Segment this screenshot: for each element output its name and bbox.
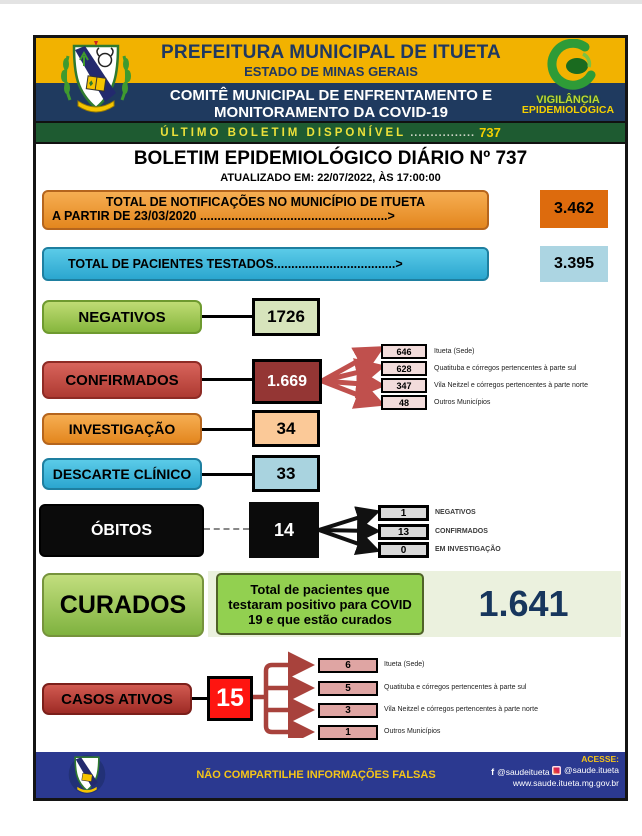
confirmados-breakdown-value: 628	[381, 361, 427, 376]
vigilancia-text1: VIGILÂNCIA	[536, 94, 600, 106]
confirmados-arrows-icon	[322, 338, 384, 410]
descarte-clinico-button: DESCARTE CLÍNICO	[42, 458, 202, 490]
instagram-handle: @saude.itueta	[564, 765, 619, 775]
last-bulletin-number: 737	[479, 125, 501, 140]
casos-ativos-breakdown-value: 3	[318, 703, 378, 718]
confirmados-breakdown-value: 646	[381, 344, 427, 359]
descarte-connector	[202, 473, 252, 476]
obitos-breakdown-value: 0	[378, 542, 429, 558]
negativos-button: NEGATIVOS	[42, 300, 202, 334]
confirmados-breakdown-value: 48	[381, 395, 427, 410]
notifications-line2: A PARTIR DE 23/03/2020 ......................................................>	[52, 209, 395, 223]
committee-line2: MONITORAMENTO DA COVID-19	[214, 104, 448, 121]
negativos-connector	[202, 315, 252, 318]
descarte-value: 33	[252, 455, 320, 492]
tested-value: 3.395	[540, 246, 608, 282]
obitos-breakdown-label: NEGATIVOS	[435, 509, 476, 516]
bulletin-frame	[33, 35, 628, 801]
notifications-bar	[42, 190, 489, 230]
casos-ativos-breakdown-label: Outros Municípios	[384, 728, 441, 735]
instagram-link[interactable]	[552, 765, 619, 776]
casos-ativos-connector	[192, 697, 207, 700]
casos-ativos-breakdown-label: Itueta (Sede)	[384, 661, 425, 668]
casos-ativos-breakdown-value: 5	[318, 681, 378, 696]
vigilancia-epidemiologica-logo	[514, 39, 622, 120]
confirmados-breakdown-value: 347	[381, 378, 427, 393]
confirmados-breakdown-label: Outros Municípios	[434, 399, 491, 406]
confirmados-value: 1.669	[252, 359, 322, 404]
instagram-icon	[552, 766, 561, 775]
obitos-breakdown-value: 13	[378, 524, 429, 540]
casos-ativos-button: CASOS ATIVOS	[42, 683, 192, 715]
casos-ativos-value: 15	[207, 676, 253, 721]
casos-ativos-breakdown-value: 1	[318, 725, 378, 740]
acesse-label: ACESSE:	[581, 754, 619, 764]
confirmados-breakdown-label: Quatituba e córregos pertencentes à parte sul	[434, 365, 577, 372]
confirmados-breakdown-label: Itueta (Sede)	[434, 348, 475, 355]
confirmados-button: CONFIRMADOS	[42, 361, 202, 399]
vigilancia-swirl-icon	[533, 39, 603, 95]
obitos-value: 14	[249, 502, 319, 558]
curados-value: 1.641	[478, 583, 569, 624]
website-link[interactable]: www.saude.itueta.mg.gov.br	[512, 778, 619, 788]
investigacao-button: INVESTIGAÇÃO	[42, 413, 202, 445]
negativos-value: 1726	[252, 298, 320, 336]
last-bulletin-dots: ................	[410, 126, 476, 139]
casos-ativos-bracket-icon	[252, 650, 318, 738]
investigacao-connector	[202, 428, 252, 431]
casos-ativos-breakdown-value: 6	[318, 658, 378, 673]
confirmados-breakdown-label: Vila Neitzel e córregos pertencentes à parte norte	[434, 382, 588, 389]
obitos-button: ÓBITOS	[39, 504, 204, 557]
municipal-crest-icon	[58, 40, 134, 118]
obitos-breakdown-value: 1	[378, 505, 429, 521]
estado-subtitle: ESTADO DE MINAS GERAIS	[244, 64, 418, 79]
casos-ativos-breakdown-label: Quatituba e córregos pertencentes à parte sul	[384, 684, 527, 691]
casos-ativos-breakdown-label: Vila Neitzel e córregos pertencentes à parte norte	[384, 706, 538, 713]
investigacao-value: 34	[252, 410, 320, 447]
footer-bar	[36, 752, 625, 798]
vigilancia-text2: EPIDEMIOLÓGICA	[521, 104, 615, 116]
last-bulletin-bar	[36, 121, 625, 144]
facebook-link[interactable]	[485, 767, 550, 778]
footer-links	[485, 754, 619, 789]
obitos-arrows-icon	[319, 502, 381, 558]
notifications-value: 3.462	[540, 190, 608, 228]
facebook-icon: f	[491, 767, 495, 777]
prefeitura-title: PREFEITURA MUNICIPAL DE ITUETA	[161, 42, 501, 63]
bulletin-updated: ATUALIZADO EM: 22/07/2022, ÀS 17:00:00	[220, 172, 441, 184]
footer-warning: NÃO COMPARTILHE INFORMAÇÕES FALSAS	[196, 769, 436, 781]
obitos-breakdown-label: CONFIRMADOS	[435, 528, 488, 535]
obitos-connector	[204, 528, 249, 530]
confirmados-connector	[202, 378, 252, 381]
curados-button: CURADOS	[42, 573, 204, 637]
last-bulletin-label: ÚLTIMO BOLETIM DISPONÍVEL	[160, 126, 407, 139]
curados-description: Total de pacientes que testaram positivo para COVID 19 e que estão curados	[216, 573, 424, 635]
obitos-breakdown-label: EM INVESTIGAÇÃO	[435, 546, 501, 553]
tested-label: TOTAL DE PACIENTES TESTADOS...................................>	[68, 257, 403, 271]
page-top-strip	[0, 0, 642, 4]
bulletin-title: BOLETIM EPIDEMIOLÓGICO DIÁRIO Nº 737	[133, 148, 528, 169]
footer-crest-icon	[66, 754, 108, 796]
notifications-line1: TOTAL DE NOTIFICAÇÕES NO MUNICÍPIO DE ITUETA	[105, 195, 426, 209]
tested-bar	[42, 247, 489, 281]
committee-line1: COMITÊ MUNICIPAL DE ENFRENTAMENTO E	[169, 87, 493, 104]
facebook-handle: @saudeitueta	[497, 767, 550, 777]
